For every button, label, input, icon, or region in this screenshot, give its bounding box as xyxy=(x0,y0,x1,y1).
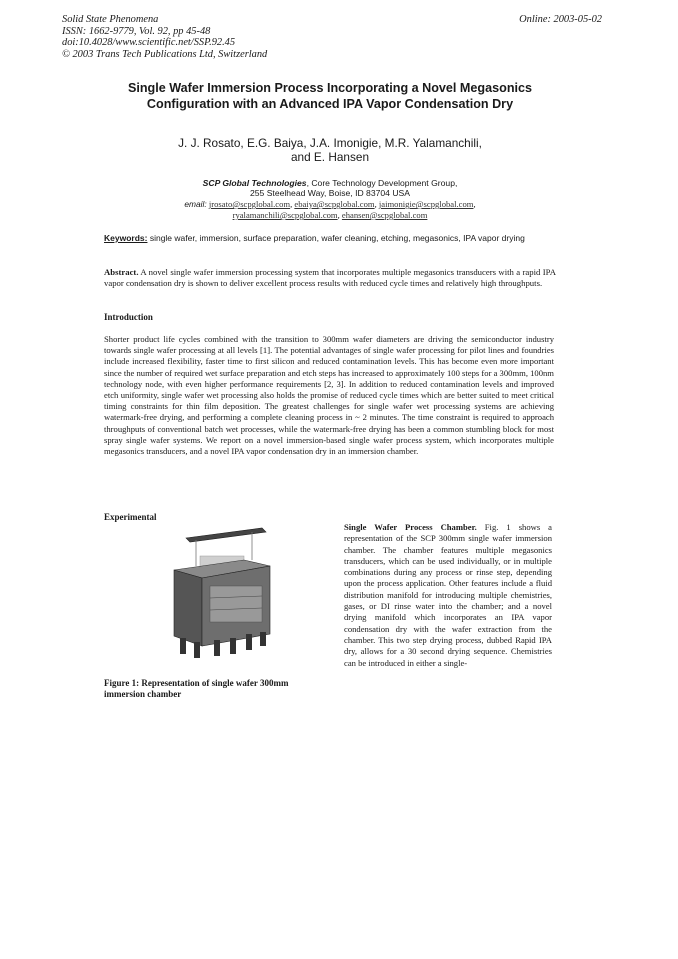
chamber-text: Fig. 1 shows a representation of the SCP 300mm single wafer immersion chamber. The chamber features multiple megasonics transducers, which can be used individually, or in multiple combinations during any process or rinse step, depending upon the process application. Other features include a fluid distribution manifold for introducing multiple chemistries, gases, or DI rinse water into the chamber; and a novel drying manifold which incorporates an IPA vapor condensation dry with the wafer extraction from the chamber. This two step drying process, dubbed Rapid IPA dry, allows for a 30 second drying sequence. Chemistries can be introduced in either a single- xyxy=(344,522,552,668)
affiliation xyxy=(110,178,550,199)
affiliation-address: 255 Steelhead Way, Boise, ID 83704 USA xyxy=(249,188,411,199)
title-line-2: Configuration with an Advanced IPA Vapor Condensation Dry xyxy=(146,97,514,111)
email-label: email: xyxy=(184,199,207,209)
figure-caption: Figure 1: Representation of single wafer 300mm immersion chamber xyxy=(104,678,289,700)
email-list: email: jrosato@scpglobal.com, ebaiya@scpglobal.com, jaimonigie@scpglobal.com, ryalamanchili@scpglobal.com, ehansen@scpglobal.com xyxy=(184,199,476,220)
email-link[interactable]: jrosato@scpglobal.com xyxy=(208,199,291,209)
affiliation-dept: , Core Technology Development Group, xyxy=(306,178,458,188)
issn-line: ISSN: 1662-9779, Vol. 92, pp 45-48 xyxy=(62,25,211,37)
immersion-chamber-figure xyxy=(166,526,276,666)
affiliation-org: SCP Global Technologies xyxy=(202,178,307,188)
keywords-text: single wafer, immersion, surface preparation, wafer cleaning, etching, megasonics, IPA vapor drying xyxy=(147,233,525,243)
keywords xyxy=(104,233,556,244)
title-line-1: Single Wafer Immersion Process Incorporating a Novel Megasonics xyxy=(127,81,533,95)
authors-line-1: J. J. Rosato, E.G. Baiya, J.A. Imonigie, M.R. Yalamanchili, xyxy=(178,136,482,150)
journal-name: Solid State Phenomena xyxy=(62,14,159,25)
copyright-line: © 2003 Trans Tech Publications Ltd, Switzerland xyxy=(62,48,268,60)
authors-line-2: and E. Hansen xyxy=(290,150,370,164)
chamber-label: Single Wafer Process Chamber. xyxy=(344,522,477,532)
introduction-text: Shorter product life cycles combined with the transition to 300mm wafer diameters are driving the semiconductor industry towards single wafer processing at all levels [1]. The potential advantages of single wafer processing for pilot lines and foundries include increased flexibility, faster time to first silicon and reduced contamination levels. This has become even more important since the number of required wet surface preparation and etch steps has increased to approximately 100 steps for a 300mm, 100nm technology node, with even higher performance requirements [2, 3]. In addition to reduced contamination levels and improved etch uniformity, single wafer wet processing also holds the promise of reduced cycle times which are better suited to meet critical timing constraints for thin film deposition. The greatest challenges for single wafer wet processing systems are achieving watermark-free drying, and performing a complete cleaning process in ~ 2 minutes. The time constraint is required to approach throughputs of conventional batch wet processes, while the watermark-free drying has been a common stumbling block for most spray single wafer systems. We report on a novel immersion-based single wafer process system, which incorporates multiple megasonics transducers, and a novel IPA vapor condensation dry in an immersion chamber. xyxy=(104,334,554,457)
online-date: Online: 2003-05-02 xyxy=(519,14,602,25)
journal-header xyxy=(62,14,267,60)
email-link[interactable]: ehansen@scpglobal.com xyxy=(341,210,428,220)
abstract-label: Abstract. xyxy=(104,267,139,277)
paper-title xyxy=(90,80,570,112)
experimental-heading: Experimental xyxy=(104,512,157,522)
introduction-heading: Introduction xyxy=(104,312,153,322)
doi-line: doi:10.4028/www.scientific.net/SSP.92.45 xyxy=(62,37,236,49)
abstract-text: A novel single wafer immersion processing system that incorporates multiple megasonics transducers with a rapid IPA vapor condensation dry is shown to deliver excellent process results with reduced cycle times and relatively high throughputs. xyxy=(104,267,556,289)
abstract xyxy=(104,267,556,290)
author-list xyxy=(110,136,550,164)
email-link[interactable]: ebaiya@scpglobal.com xyxy=(294,199,375,209)
keywords-label: Keywords: xyxy=(104,233,148,243)
email-link[interactable]: jaimonigie@scpglobal.com xyxy=(378,199,474,209)
email-link[interactable]: ryalamanchili@scpglobal.com xyxy=(232,210,338,220)
chamber-description xyxy=(344,522,552,669)
